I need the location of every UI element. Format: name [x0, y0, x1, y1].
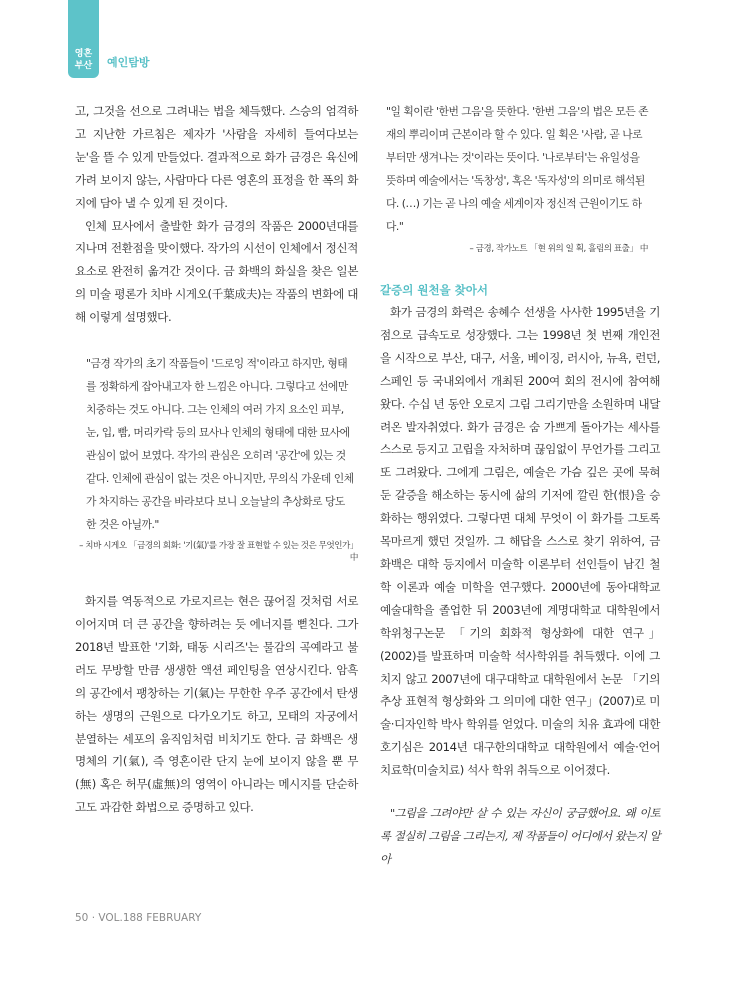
- left-column: [75, 100, 358, 819]
- section-subheading: 갈증의 원천을 찾아서: [380, 283, 488, 297]
- right-quote-attribution: – 금경, 작가노트 「현 위의 일 획, 흘림의 표출」 中: [469, 244, 648, 254]
- right-paragraph-1: 화가 금경의 화력은 송혜수 선생을 사사한 1995년을 기점으로 급속도로 성장했다. 그는 1998년 첫 번째 개인전을 시작으로 부산, 대구, 서울, 베이징, 러시아, 뉴욕, 런던, 스페인 등 국내외에서 개최된 200여 회의 전시에 참여해왔다. 수십 년 동안 오로지 그림 그리기만을 소원하며 내달려온 발자취였다. 화가 금경은 숨 가쁘게 돌아가는 세사를 스스로 등지고 고립을 자처하며 끊임없이 무언가를 그리고 또 그려왔다. 그에게 그림은, 예술은 가슴 깊은 곳에 묵혀둔 갈증을 해소하는 동시에 삶의 기저에 깔린 한(恨)을 승화하는 행위였다. 그렇다면 대체 무엇이 이 화가를 그토록 목마르게 했던 것일까. 그 해답을 스스로 찾기 위하여, 금 화백은 대학 등지에서 미술학 이론부터 선인들이 남긴 철학 이론과 예술 미학을 연구했다. 2000년에 동아대학교 예술대학을 졸업한 뒤 2003년에 계명대학교 대학원에서 학위청구논문 「기의 회화적 형상화에 대한 연구」(2002)를 발표하며 미술학 석사학위를 취득했다. 이에 그치지 않고 2007년에 대구대학교 대학원에서 논문 「기의 추상 표현적 형상화와 그 의미에 대한 연구」(2007)로 미술·디자인학 박사 학위를 얻었다. 미술의 치유 효과에 대한 호기심은 2014년 대구한의대학교 대학원에서 예술·언어 치료학(미술치료) 석사 학위 취득으로 이어졌다.: [380, 305, 660, 778]
- tab-label-line1: 영혼: [74, 49, 93, 59]
- tab-label-line2: 부산: [74, 61, 93, 71]
- left-quote: "금경 작가의 초기 작품들이 '드로잉 적'이라고 하지만, 형태를 정확하게 잡아내고자 한 느낌은 아니다. 그렇다고 선에만 치중하는 것도 아니다. 그는 인체의 여러 가지 요소인 피부, 눈, 입, 빰, 머리카락 등의 묘사나 인체의 형태에 대한 묘사에 관심이 없어 보였다. 작가의 관심은 오히려 '공간'에 있는 것 같다. 인체에 관심이 없는 것은 아니지만, 무의식 가운데 인체가 차지하는 공간을 바라보다 보니 오늘날의 추상화로 당도한 것은 아닐까.": [86, 357, 354, 532]
- left-paragraph-3: 화지를 역동적으로 가로지르는 현은 끊어질 것처럼 서로 이어지며 더 큰 공간을 향하려는 듯 에너지를 뻗친다. 그가 2018년 발표한 '기화, 태동 시리즈'는 물감의 곡예라고 불러도 무방할 만큼 생생한 액션 페인팅을 연상시킨다. 암흑의 공간에서 팽창하는 기(氣)는 무한한 우주 공간에서 탄생하는 생명의 근원으로 다가오기도 하고, 모태의 자궁에서 분열하는 세포의 움직임처럼 비치기도 한다. 금 화백은 생명체의 기(氣), 즉 영혼이란 단지 눈에 보이지 않을 뿐 무(無) 혹은 허무(虛無)의 영역이 아니라는 메시지를 단순하고도 과감한 화법으로 증명하고 있다.: [75, 594, 358, 815]
- closing-quote: "그림을 그려야만 살 수 있는 자신이 궁금했어요. 왜 이토록 절실히 그림을 그리는지, 제 작품들이 어디에서 왔는지 알아: [380, 806, 660, 867]
- section-title: 예인탐방: [107, 56, 150, 69]
- right-quote: "일 획이란 '한번 그음'을 뜻한다. '한번 그음'의 법은 모든 존재의 뿌리이며 근본이라 할 수 있다. 일 획은 '사람, 곧 나로부터만 생겨나는 것'이라는 뜻이다. '나로부터'는 유일성을 뜻하며 예술에서는 '독창성', 혹은 '독자성'의 의미로 해석된다. (…) 기는 곧 나의 예술 세계이자 정신적 근원이기도 하다.": [386, 105, 649, 233]
- right-column: [380, 100, 660, 871]
- left-paragraph-2: 인체 묘사에서 출발한 화가 금경의 작품은 2000년대를 지나며 전환점을 맞이했다. 작가의 시선이 인체에서 정신적 요소로 완전히 옮겨간 것이다. 금 화백의 화실을 찾은 일본의 미술 평론가 치바 시게오(千葉成夫)는 작품의 변화에 대해 이렇게 설명했다.: [75, 218, 358, 325]
- section-tab: [68, 0, 99, 78]
- left-paragraph-1: 고, 그것을 선으로 그려내는 법을 체득했다. 스승의 엄격하고 지난한 가르침은 제자가 '사람을 자세히 들여다보는 눈'을 뜰 수 있게 만들었다. 결과적으로 화가 금경은 육신에 가려 보이지 않는, 사람마다 다른 영혼의 표정을 한 폭의 화지에 담아 낼 수 있게 된 것이다.: [75, 104, 358, 210]
- page-footer: 50 · VOL.188 FEBRUARY: [75, 912, 202, 924]
- left-quote-attribution: – 치바 시게오 「금경의 회화: '기(氣)'를 가장 잘 표현할 수 있는 것은 무엇인가」 中: [79, 541, 358, 564]
